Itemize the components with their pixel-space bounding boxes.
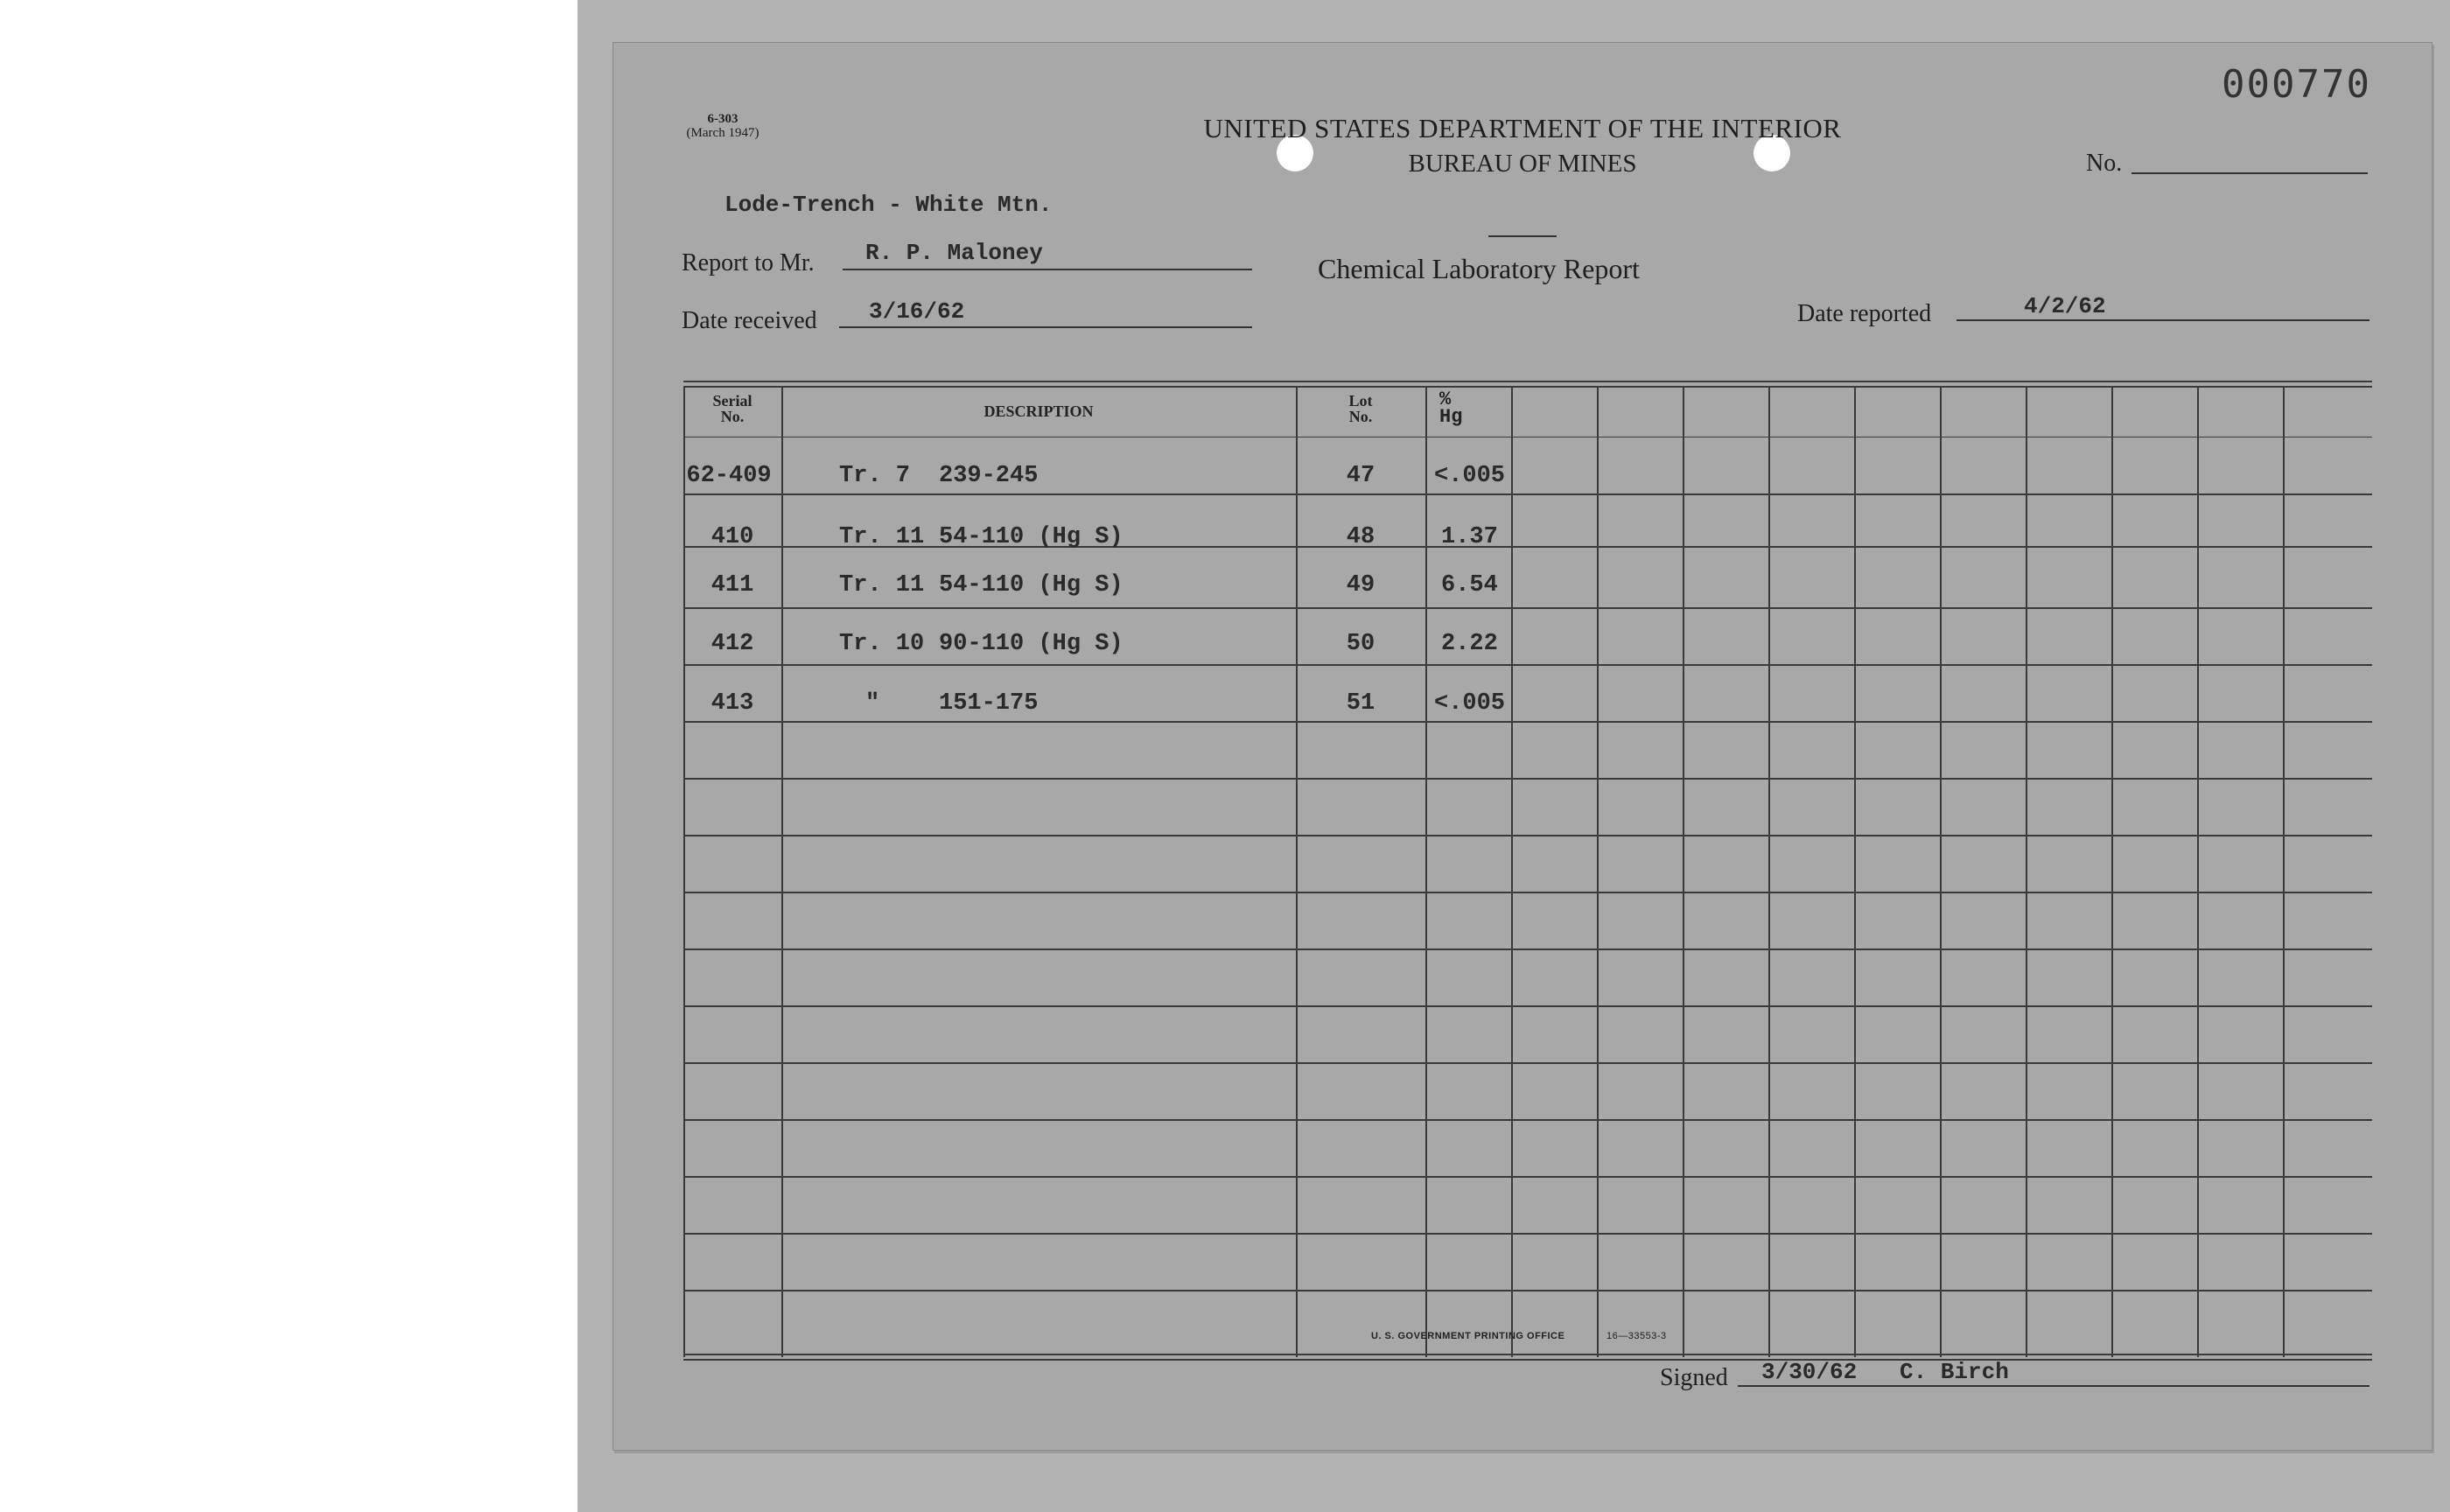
- header-pct-line1: %: [1439, 388, 1452, 410]
- row-rule: [683, 1119, 2372, 1121]
- row-5-ditto: ": [865, 690, 880, 717]
- row-rule: [683, 835, 2372, 836]
- row-rule: [683, 1176, 2372, 1178]
- col-divider-lot: [1425, 386, 1427, 1357]
- header-lot-line1: Lot: [1348, 392, 1373, 410]
- lab-report-form: [612, 42, 2432, 1451]
- signature-line: [1738, 1385, 2370, 1387]
- signed-label: Signed: [1660, 1364, 1728, 1391]
- col-divider-blank-3: [1768, 386, 1770, 1357]
- report-number-label: No.: [2086, 150, 2123, 177]
- row-rule: [683, 721, 2372, 723]
- row-5-lot: 51: [1346, 690, 1376, 717]
- row-4-interval: 90-110 (Hg S): [939, 631, 1124, 657]
- agency-heading: UNITED STATES DEPARTMENT OF THE INTERIOR: [1203, 113, 1842, 144]
- row-2-serial: 410: [710, 524, 754, 550]
- row-3-interval: 54-110 (Hg S): [939, 572, 1124, 598]
- table-bottom-rule: [683, 1354, 2372, 1355]
- row-rule: [683, 546, 2372, 548]
- report-to-line: [843, 269, 1252, 270]
- row-5-serial: 413: [710, 690, 754, 717]
- date-received-line: [839, 326, 1252, 328]
- header-serial-line2: No.: [720, 408, 745, 425]
- row-rule: [683, 948, 2372, 950]
- row-rule: [683, 892, 2372, 893]
- row-1-hg: <.005: [1434, 463, 1506, 489]
- row-rule: [683, 494, 2372, 495]
- form-date: (March 1947): [686, 126, 760, 140]
- row-5-hg: <.005: [1434, 690, 1506, 717]
- row-2-hg: 1.37: [1441, 524, 1498, 550]
- header-serial: [683, 393, 781, 424]
- header-serial-line1: Serial: [712, 392, 752, 410]
- col-divider-blank-5: [1940, 386, 1942, 1357]
- header-pct-line2: Hg: [1439, 406, 1463, 428]
- date-reported-line: [1956, 319, 2370, 321]
- header-description: DESCRIPTION: [984, 402, 1094, 420]
- row-rule: [683, 607, 2372, 609]
- header-bottom-rule: [683, 437, 2372, 438]
- col-divider-serial: [781, 386, 783, 1357]
- row-rule: [683, 1290, 2372, 1292]
- col-divider-blank-4: [1854, 386, 1856, 1357]
- row-2-lot: 48: [1346, 524, 1376, 550]
- row-rule: [683, 1062, 2372, 1064]
- header-lot-line2: No.: [1348, 408, 1373, 425]
- col-divider-blank-8: [2197, 386, 2199, 1357]
- report-to-value: R. P. Maloney: [865, 240, 1043, 266]
- col-divider-hg: [1511, 386, 1513, 1357]
- printer-imprint: U. S. GOVERNMENT PRINTING OFFICE: [1371, 1331, 1565, 1341]
- col-divider-blank-1: [1597, 386, 1599, 1357]
- row-4-lot: 50: [1346, 631, 1376, 657]
- header-pct-hg: [1425, 388, 1525, 428]
- heading-divider: [1488, 235, 1557, 237]
- row-5-interval: 151-175: [939, 690, 1039, 717]
- row-1-interval: 239-245: [939, 463, 1039, 489]
- signed-name: C. Birch: [1900, 1359, 2009, 1385]
- col-divider-blank-2: [1683, 386, 1684, 1357]
- date-received-value: 3/16/62: [869, 298, 965, 325]
- archive-stamp-number: 000770: [2222, 62, 2371, 107]
- row-3-trench: Tr. 11: [839, 572, 925, 598]
- table-top-rule-2: [683, 386, 2372, 388]
- row-4-trench: Tr. 10: [839, 631, 925, 657]
- row-2-trench: Tr. 11: [839, 524, 925, 550]
- table-top-rule: [683, 381, 2372, 382]
- bureau-heading: BUREAU OF MINES: [1408, 150, 1637, 178]
- header-lot: [1296, 393, 1425, 424]
- form-number: 6-303: [707, 112, 738, 126]
- row-3-serial: 411: [710, 572, 754, 598]
- row-1-trench: Tr. 7: [839, 463, 911, 489]
- row-4-hg: 2.22: [1441, 631, 1498, 657]
- date-reported-value: 4/2/62: [2024, 293, 2106, 319]
- signed-date: 3/30/62: [1761, 1359, 1858, 1385]
- col-divider-blank-9: [2283, 386, 2285, 1357]
- row-2-interval: 54-110 (Hg S): [939, 524, 1124, 550]
- report-to-label: Report to Mr.: [682, 249, 815, 276]
- row-3-lot: 49: [1346, 572, 1376, 598]
- table-bottom-rule-2: [683, 1359, 2372, 1361]
- row-rule: [683, 1233, 2372, 1235]
- date-received-label: Date received: [682, 307, 817, 334]
- date-reported-label: Date reported: [1797, 300, 1932, 327]
- report-number-line: [2132, 172, 2368, 174]
- printer-code: 16—33553-3: [1606, 1331, 1667, 1341]
- col-divider-blank-7: [2111, 386, 2113, 1357]
- col-divider-blank-6: [2026, 386, 2027, 1357]
- row-4-serial: 412: [710, 631, 754, 657]
- project-name: Lode-Trench - White Mtn.: [724, 192, 1053, 218]
- row-1-serial: 62-409: [686, 463, 772, 489]
- row-rule: [683, 778, 2372, 780]
- row-1-lot: 47: [1346, 463, 1376, 489]
- results-table: [683, 349, 2372, 1364]
- report-title: Chemical Laboratory Report: [1318, 253, 1640, 284]
- row-rule: [683, 664, 2372, 666]
- row-3-hg: 6.54: [1441, 572, 1498, 598]
- row-rule: [683, 1005, 2372, 1007]
